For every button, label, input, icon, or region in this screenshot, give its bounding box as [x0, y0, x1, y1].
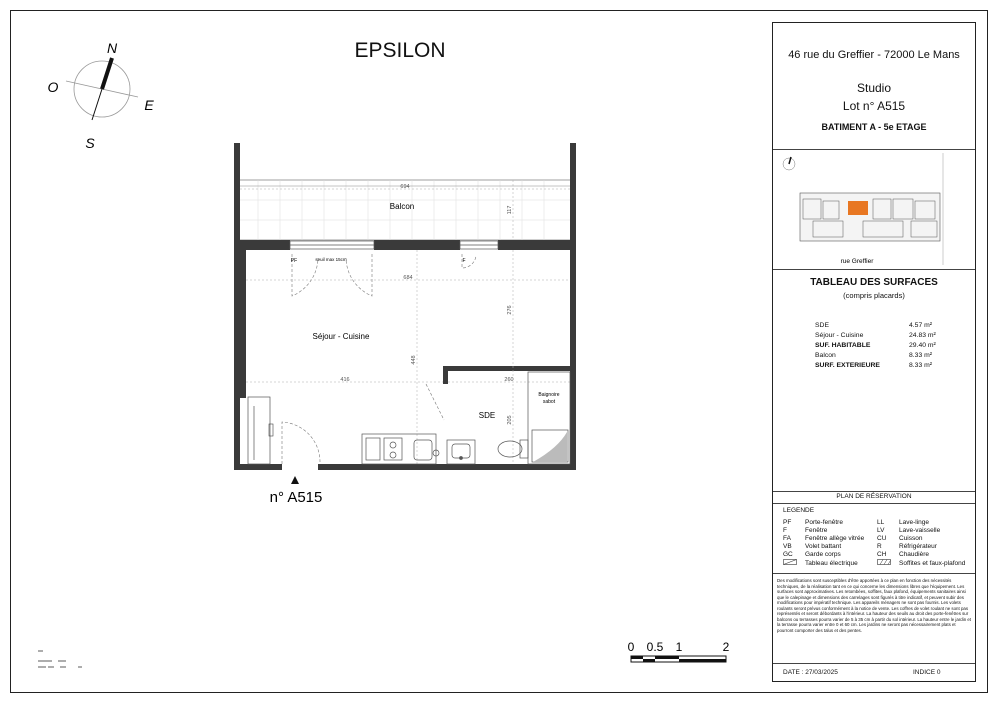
- scale-1: 1: [675, 640, 683, 654]
- divider: [773, 503, 975, 504]
- legend-code: PF: [783, 519, 792, 526]
- divider: [773, 269, 975, 270]
- building-floor: BATIMENT A - 5e ETAGE: [821, 122, 927, 132]
- walls: [234, 143, 576, 470]
- scale-bar: [628, 640, 730, 662]
- site-plan: [773, 149, 975, 269]
- legend-item: [877, 519, 929, 527]
- corner-marks: [38, 651, 82, 667]
- kitchen-counter: [362, 434, 436, 464]
- property-type: Studio: [856, 81, 892, 95]
- legend-text: Garde corps: [805, 551, 841, 558]
- plan-date: DATE : 27/03/2025: [783, 669, 838, 676]
- legend-text: Volet battant: [805, 543, 842, 550]
- legend-item: [783, 527, 827, 535]
- label-pf: PF: [290, 258, 298, 264]
- dim-room-width: 684: [403, 275, 413, 281]
- plan-index: INDICE 0: [913, 669, 941, 676]
- compass-south: S: [85, 135, 95, 151]
- legend-item: [877, 559, 965, 568]
- unit-highlight: [848, 201, 868, 215]
- legend-item: [783, 543, 841, 551]
- legend-item: [877, 543, 937, 551]
- legend-item: [783, 535, 864, 543]
- dim-balcony-depth: 117: [507, 205, 513, 215]
- surface-label: SDE: [815, 322, 829, 329]
- surface-value: 8.33 m²: [909, 362, 933, 369]
- dim-kitchen-width: 416: [340, 377, 350, 383]
- legend-item: [877, 527, 940, 535]
- legend-text: Porte-fenêtre: [805, 519, 843, 526]
- surface-row-habitable: [815, 341, 935, 351]
- surface-value: 29.40 m²: [909, 342, 936, 349]
- scale-2: 2: [722, 640, 730, 654]
- legend-text: Lave-linge: [899, 519, 929, 526]
- surface-label: SUF. HABITABLE: [815, 342, 871, 349]
- address: 46 rue du Greffier - 72000 Le Mans: [788, 49, 960, 61]
- lot-number: Lot n° A515: [842, 99, 906, 113]
- label-seuil: seuil max 15cm: [315, 257, 347, 262]
- fixtures: [248, 372, 570, 464]
- info-panel: [772, 22, 976, 682]
- room-sejour: Séjour - Cuisine: [312, 332, 370, 341]
- electrical-panel-icon: [783, 559, 805, 568]
- room-balcon: Balcon: [389, 202, 415, 211]
- surface-label: Séjour - Cuisine: [815, 332, 864, 339]
- legend-code: F: [783, 527, 787, 534]
- scale-05: 0.5: [646, 640, 664, 654]
- surface-value: 24.83 m²: [909, 332, 936, 339]
- surface-row-exterieure: [815, 361, 935, 371]
- surface-row-sde: [815, 321, 935, 331]
- surfaces-title: TABLEAU DES SURFACES: [810, 277, 938, 288]
- legend-title: LEGENDE: [783, 507, 815, 514]
- legend-code: VB: [783, 543, 792, 550]
- legend-code: R: [877, 543, 882, 550]
- soffit-hatch-icon: [877, 559, 899, 568]
- project-title: EPSILON: [354, 39, 446, 62]
- bath-label-2: sabot: [542, 399, 556, 405]
- room-sde: SDE: [478, 411, 496, 420]
- compass-north: N: [106, 40, 118, 56]
- legend-text: Réfrigérateur: [899, 543, 937, 550]
- legend-code: CU: [877, 535, 887, 542]
- entrance-label: n° A515: [269, 489, 323, 506]
- surface-value: 4.57 m²: [909, 322, 933, 329]
- legend-code: GC: [783, 551, 793, 558]
- surface-value: 8.33 m²: [909, 352, 933, 359]
- shower-floor: [533, 432, 567, 462]
- legend-code: LL: [877, 519, 885, 526]
- legend-text: Lave-vaisselle: [899, 527, 941, 534]
- legend-code: LV: [877, 527, 885, 534]
- legend-text: Fenêtre: [805, 527, 828, 534]
- legend-text: Cuisson: [899, 535, 923, 542]
- legend-item: [877, 551, 929, 559]
- reservation-title: PLAN DE RÉSERVATION: [836, 493, 912, 500]
- dim-sde-width: 260: [504, 377, 514, 383]
- surfaces-subtitle: (compris placards): [843, 291, 905, 300]
- legend-text: Fenêtre allège vitrée: [805, 535, 865, 542]
- divider: [773, 573, 975, 574]
- divider: [773, 663, 975, 664]
- legend-code: FA: [783, 535, 791, 542]
- washbasin: [447, 440, 475, 464]
- toilet: [498, 441, 522, 457]
- bath-label-1: Baignoire: [538, 392, 560, 398]
- dim-room-height: 448: [411, 355, 417, 365]
- legend-item: [783, 519, 843, 527]
- legend-code: CH: [877, 551, 887, 558]
- legend-text: Chaudière: [899, 551, 929, 558]
- divider: [773, 491, 975, 492]
- scale-0: 0: [627, 640, 635, 654]
- dim-balcony-width: 694: [400, 184, 410, 190]
- label-f: F: [462, 258, 466, 264]
- legend-item: [877, 535, 922, 543]
- legend-text: Soffites et faux-plafond: [899, 560, 966, 567]
- compass: [48, 40, 155, 151]
- surface-label: Balcon: [815, 352, 836, 359]
- dim-room-depth: 276: [507, 305, 513, 315]
- door-swings: [282, 254, 476, 464]
- dimension-lines: [240, 180, 570, 464]
- compass-west: O: [47, 79, 59, 95]
- legend-item: [783, 559, 858, 568]
- legend-text: Tableau électrique: [805, 560, 858, 567]
- disclaimer-notes: Des modifications sont susceptibles d'être apportées à ce plan en fonction des nécessités techniques, de la réalisation tant en ce qui concerne les dimensions libres que l'équipement. Les surfaces sont approximatives. Les retombées, soffites, faux plafond, équipements sanitaires ainsi que le calepinage et dimensions des carrelages sont figurés à titre indicatif, et peuvent subir des modifications pour impératif technique. Les appareils ménagers ne sont pas fournis. Les volets roulants seront prévus conformément à la notice de vente. Les coffres de volet roulant ne sont pas représentés et seront débordants à l'intérieur. La hauteur des seuils au droit des porte-fenêtres sur balcons ou terrasses pourra varier de 5 à 35 cm à partir du sol intérieur. La hauteur entre le jardin et la terrasse pourra varier entre 0 et 60 cm. Les jardins ne seront pas nécessairement plats et pourront comporter des talus et des pentes.: [777, 578, 972, 633]
- surface-row-sejour: [815, 331, 935, 341]
- surface-row-balcon: [815, 351, 935, 361]
- street-label: rue Greffier: [840, 258, 874, 265]
- compass-east: E: [144, 97, 154, 113]
- entrance-arrow-icon: [291, 476, 299, 484]
- legend-item: [783, 551, 841, 559]
- surface-label: SURF. EXTERIEURE: [815, 362, 880, 369]
- dim-sde-depth: 205: [507, 415, 513, 425]
